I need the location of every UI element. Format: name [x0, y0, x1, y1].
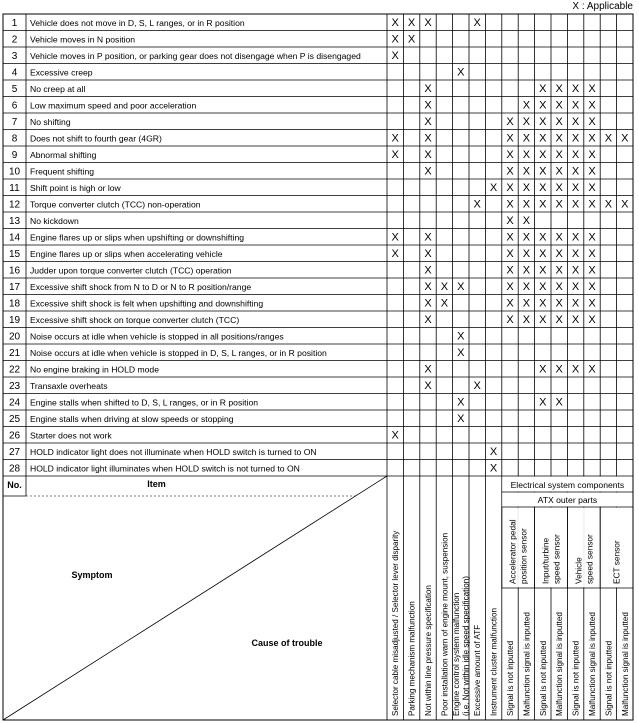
- row-number: 14: [8, 232, 21, 244]
- applicable-mark: X: [555, 280, 563, 293]
- cause-column-label: Signal is not inputted: [506, 640, 515, 716]
- cause-column-label: Malfunction signal is inputted: [620, 612, 630, 716]
- symptom-item: Excessive creep: [30, 67, 93, 78]
- sensor-group-label: speed sensor: [551, 534, 562, 584]
- applicable-mark: X: [424, 82, 432, 95]
- applicable-mark: X: [457, 330, 465, 343]
- applicable-mark: X: [457, 280, 465, 293]
- cause-header: Cause of trouble: [251, 638, 323, 648]
- applicable-mark: X: [522, 231, 531, 244]
- row-number: 25: [8, 413, 21, 425]
- applicable-mark: X: [555, 132, 563, 145]
- applicable-mark: X: [539, 363, 547, 376]
- applicable-mark: X: [539, 181, 547, 194]
- applicable-mark: X: [473, 379, 481, 392]
- cause-column-label: Malfunction signal is inputted: [522, 612, 532, 716]
- symptom-item: No engine braking in HOLD mode: [30, 364, 159, 375]
- applicable-mark: X: [555, 82, 563, 95]
- applicable-mark: X: [588, 181, 596, 194]
- applicable-mark: X: [407, 16, 416, 29]
- applicable-mark: X: [539, 280, 547, 293]
- sensor-group-label: speed sensor: [584, 534, 595, 584]
- symptom-item: Starter does not work: [30, 430, 112, 441]
- applicable-mark: X: [391, 231, 399, 244]
- applicable-mark: X: [588, 247, 596, 260]
- row-number: 21: [8, 347, 21, 359]
- row-number: 19: [8, 314, 21, 326]
- symptom-item: Low maximum speed and poor acceleration: [30, 100, 197, 111]
- applicable-mark: X: [571, 297, 580, 310]
- applicable-mark: X: [506, 313, 514, 326]
- row-number: 4: [11, 67, 18, 79]
- symptom-header: Symptom: [71, 570, 113, 580]
- applicable-mark: X: [571, 231, 580, 244]
- applicable-legend: X : Applicable: [572, 1, 633, 12]
- applicable-mark: X: [522, 99, 531, 112]
- applicable-mark: X: [571, 99, 580, 112]
- applicable-mark: X: [555, 264, 563, 277]
- applicable-mark: X: [571, 363, 580, 376]
- applicable-mark: X: [424, 313, 432, 326]
- applicable-mark: X: [539, 132, 547, 145]
- applicable-mark: X: [539, 82, 547, 95]
- row-number: 28: [8, 463, 21, 475]
- applicable-mark: X: [588, 132, 596, 145]
- symptom-item: Vehicle moves in N position: [30, 34, 136, 45]
- applicable-mark: X: [506, 198, 514, 211]
- row-number: 5: [11, 83, 18, 95]
- applicable-mark: X: [424, 379, 432, 392]
- applicable-mark: X: [539, 396, 547, 409]
- row-number: 7: [11, 116, 18, 128]
- applicable-mark: X: [522, 280, 531, 293]
- symptom-item: HOLD indicator light does not illuminate when HOLD switch is turned to ON: [30, 446, 317, 457]
- symptom-item: Abnormal shifting: [30, 149, 97, 160]
- symptom-item: Judder upon torque converter clutch (TCC) operation: [30, 265, 232, 276]
- applicable-mark: X: [588, 231, 596, 244]
- row-number: 6: [11, 100, 18, 112]
- row-number: 23: [8, 380, 21, 392]
- applicable-mark: X: [506, 181, 514, 194]
- applicable-mark: X: [424, 231, 432, 244]
- applicable-mark: X: [391, 49, 399, 62]
- applicable-mark: X: [440, 297, 449, 310]
- applicable-mark: X: [571, 280, 580, 293]
- row-number: 12: [8, 199, 21, 211]
- applicable-mark: X: [407, 33, 416, 46]
- applicable-mark: X: [555, 99, 563, 112]
- applicable-mark: X: [489, 462, 498, 475]
- applicable-mark: X: [457, 66, 465, 79]
- applicable-mark: X: [555, 297, 563, 310]
- symptom-item: Noise occurs at idle when vehicle is stopped in all positions/ranges: [30, 331, 284, 342]
- applicable-mark: X: [555, 165, 563, 178]
- applicable-mark: X: [539, 148, 547, 161]
- sensor-group-label: ECT sensor: [611, 540, 622, 584]
- applicable-mark: X: [571, 115, 580, 128]
- applicable-mark: X: [588, 313, 596, 326]
- applicable-mark: X: [506, 264, 514, 277]
- applicable-mark: X: [539, 247, 547, 260]
- cause-column-label: Excessive amount of ATF: [473, 624, 483, 716]
- symptom-item: Frequent shifting: [30, 166, 95, 177]
- applicable-mark: X: [522, 247, 531, 260]
- applicable-mark: X: [506, 247, 514, 260]
- applicable-mark: X: [571, 198, 580, 211]
- symptom-item: HOLD indicator light illuminates when HOLD switch is not turned to ON: [30, 463, 300, 474]
- row-number: 15: [8, 248, 21, 260]
- applicable-mark: X: [571, 148, 580, 161]
- atx-outer-header: ATX outer parts: [537, 495, 598, 505]
- row-number: 13: [8, 215, 21, 227]
- applicable-mark: X: [539, 165, 547, 178]
- header-diagonal: [3, 476, 387, 720]
- electrical-header: Electrical system components: [510, 480, 625, 490]
- applicable-mark: X: [571, 264, 580, 277]
- applicable-mark: X: [588, 148, 596, 161]
- applicable-mark: X: [457, 346, 465, 359]
- applicable-mark: X: [539, 297, 547, 310]
- cause-column-label: Instrument cluster malfunction: [489, 608, 499, 716]
- symptom-item: No kickdown: [30, 215, 79, 226]
- symptom-item: Does not shift to fourth gear (4GR): [30, 133, 162, 144]
- applicable-mark: X: [522, 115, 531, 128]
- row-number: 24: [8, 397, 21, 409]
- row-number: 18: [8, 298, 21, 310]
- applicable-mark: X: [571, 181, 580, 194]
- applicable-mark: X: [555, 313, 563, 326]
- cause-column-label: Signal is not inputted: [538, 640, 548, 716]
- applicable-mark: X: [457, 396, 465, 409]
- row-number: 22: [8, 364, 21, 376]
- symptom-item: Transaxle overheats: [30, 380, 108, 391]
- symptom-item: Torque converter clutch (TCC) non-operation: [30, 199, 201, 210]
- applicable-mark: X: [489, 181, 498, 194]
- symptom-item: Engine flares up or slips when upshifting or downshifting: [30, 232, 245, 243]
- applicable-mark: X: [588, 280, 596, 293]
- applicable-mark: X: [555, 115, 563, 128]
- applicable-mark: X: [588, 198, 596, 211]
- cause-column-label: Selector cable misadjusted / Selector lever disparity: [391, 530, 401, 716]
- sensor-group-label: Vehicle: [573, 557, 584, 584]
- applicable-mark: X: [522, 214, 531, 227]
- applicable-mark: X: [539, 313, 547, 326]
- applicable-mark: X: [506, 214, 514, 227]
- applicable-mark: X: [424, 165, 432, 178]
- applicable-mark: X: [571, 165, 580, 178]
- applicable-mark: X: [571, 82, 580, 95]
- applicable-mark: X: [555, 181, 563, 194]
- applicable-mark: X: [391, 148, 399, 161]
- applicable-mark: X: [424, 99, 432, 112]
- applicable-mark: X: [588, 297, 596, 310]
- symptom-item: Excessive shift shock from N to D or N to R position/range: [30, 281, 252, 292]
- symptom-item: Shift point is high or low: [30, 182, 121, 193]
- symptom-item: Excessive shift shock is felt when upshifting and downshifting: [30, 298, 264, 309]
- symptom-item: Vehicle does not move in D, S, L ranges, or in R position: [30, 17, 245, 28]
- item-header: Item: [147, 479, 166, 489]
- applicable-mark: X: [522, 148, 531, 161]
- applicable-mark: X: [539, 99, 547, 112]
- row-number: 17: [8, 281, 21, 293]
- applicable-mark: X: [522, 264, 531, 277]
- symptom-item: Vehicle moves in P position, or parking gear does not disengage when P is disengaged: [30, 50, 361, 61]
- applicable-mark: X: [522, 132, 531, 145]
- applicable-mark: X: [621, 132, 629, 145]
- sensor-group-label: Input/turbine: [540, 537, 551, 584]
- symptom-item: Engine flares up or slips when accelerating vehicle: [30, 248, 223, 259]
- cause-column-label: Engine control system malfunction: [452, 592, 461, 716]
- symptom-item: No creep at all: [30, 83, 86, 94]
- applicable-mark: X: [522, 297, 531, 310]
- applicable-mark: X: [588, 99, 596, 112]
- applicable-mark: X: [424, 148, 432, 161]
- applicable-mark: X: [424, 16, 432, 29]
- applicable-mark: X: [555, 148, 563, 161]
- applicable-mark: X: [506, 115, 514, 128]
- symptom-item: Excessive shift shock on torque converter clutch (TCC): [30, 314, 240, 325]
- applicable-mark: X: [506, 280, 514, 293]
- applicable-mark: X: [555, 198, 563, 211]
- applicable-mark: X: [539, 231, 547, 244]
- cause-column-label: Parking mechanism malfunction: [407, 601, 417, 716]
- row-number: 3: [11, 50, 18, 62]
- applicable-mark: X: [489, 445, 498, 458]
- applicable-mark: X: [440, 280, 449, 293]
- cause-column-label: Signal is not inputted: [604, 640, 614, 716]
- cause-column-label: Poor installation warn of engine mount, suspension: [440, 532, 450, 716]
- applicable-mark: X: [506, 132, 514, 145]
- applicable-mark: X: [391, 33, 399, 46]
- applicable-mark: X: [539, 264, 547, 277]
- applicable-mark: X: [588, 82, 596, 95]
- applicable-mark: X: [391, 16, 399, 29]
- applicable-mark: X: [506, 231, 514, 244]
- applicable-mark: X: [424, 280, 432, 293]
- applicable-mark: X: [588, 264, 596, 277]
- applicable-mark: X: [555, 396, 563, 409]
- applicable-mark: X: [555, 231, 563, 244]
- cause-column-label: Signal is not inputted: [571, 640, 581, 716]
- sensor-group-label: Accelerator pedal: [507, 519, 518, 584]
- applicable-mark: X: [506, 165, 514, 178]
- row-number: 2: [11, 34, 18, 46]
- applicable-mark: X: [555, 247, 563, 260]
- cause-column-label: (i.e. Not within idle speed specification): [461, 576, 471, 716]
- applicable-mark: X: [571, 132, 580, 145]
- applicable-mark: X: [506, 297, 514, 310]
- row-number: 16: [8, 265, 21, 277]
- row-number: 26: [8, 430, 21, 442]
- row-number: 9: [11, 149, 18, 161]
- applicable-mark: X: [539, 198, 547, 211]
- symptom-item: Noise occurs at idle when vehicle is stopped in D, S, L ranges, or in R position: [30, 347, 327, 358]
- cause-column-label: Not within line pressure specification: [424, 585, 433, 716]
- row-number: 11: [9, 182, 20, 194]
- applicable-mark: X: [604, 198, 613, 211]
- symptom-item: Engine stalls when driving at slow speeds or stopping: [30, 413, 234, 424]
- applicable-mark: X: [391, 132, 399, 145]
- row-number: 20: [8, 331, 21, 343]
- applicable-mark: X: [571, 313, 580, 326]
- applicable-mark: X: [473, 198, 481, 211]
- applicable-mark: X: [588, 363, 596, 376]
- applicable-mark: X: [571, 247, 580, 260]
- applicable-mark: X: [621, 198, 629, 211]
- applicable-mark: X: [522, 181, 531, 194]
- row-number: 8: [11, 133, 18, 145]
- applicable-mark: X: [522, 313, 531, 326]
- applicable-mark: X: [424, 247, 432, 260]
- cause-column-label: Malfunction signal is inputted: [588, 612, 597, 716]
- applicable-mark: X: [539, 115, 547, 128]
- row-number: 1: [11, 17, 18, 29]
- applicable-mark: X: [555, 363, 563, 376]
- applicable-mark: X: [473, 16, 481, 29]
- symptom-item: No shifting: [30, 116, 71, 127]
- applicable-mark: X: [424, 115, 432, 128]
- cause-column-label: Malfunction signal is inputted: [555, 612, 565, 716]
- row-number: 10: [8, 166, 21, 178]
- applicable-mark: X: [391, 247, 399, 260]
- applicable-mark: X: [391, 429, 399, 442]
- symptom-item: Engine stalls when shifted to D, S, L ranges, or in R position: [30, 397, 259, 408]
- applicable-mark: X: [522, 165, 531, 178]
- sensor-group-label: position sensor: [518, 528, 529, 584]
- applicable-mark: X: [604, 132, 613, 145]
- applicable-mark: X: [588, 115, 596, 128]
- applicable-mark: X: [424, 132, 432, 145]
- row-number: 27: [8, 446, 21, 458]
- applicable-mark: X: [457, 412, 465, 425]
- applicable-mark: X: [424, 363, 432, 376]
- applicable-mark: X: [506, 148, 514, 161]
- no-header: No.: [7, 480, 22, 490]
- applicable-mark: X: [522, 198, 531, 211]
- applicable-mark: X: [424, 264, 432, 277]
- applicable-mark: X: [424, 297, 432, 310]
- applicable-mark: X: [588, 165, 596, 178]
